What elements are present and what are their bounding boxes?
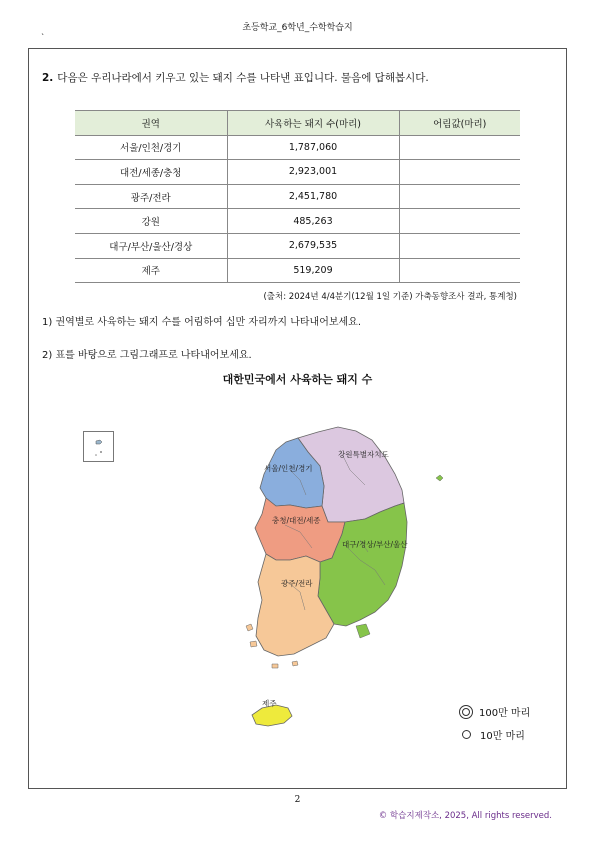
cell-region: 대전/세종/충청 xyxy=(75,160,227,185)
label-jeju: 제주 xyxy=(262,699,277,708)
source-note: (출처: 2024년 4/4분기(12월 1일 기준) 가축동향조사 결과, 통계청) xyxy=(263,292,517,302)
header-region: 권역 xyxy=(75,111,227,136)
label-gangwon: 강원특별자치도 xyxy=(338,450,389,459)
header-count: 사육하는 돼지 수(마리) xyxy=(227,111,399,136)
cell-region: 대구/부산/울산/경상 xyxy=(75,233,227,258)
copyright-notice: © 학습지제작소, 2025, All rights reserved. xyxy=(378,811,552,821)
header-mark: ` xyxy=(41,33,45,42)
question-number: 2. xyxy=(42,72,54,84)
legend-item-hundred-thousand xyxy=(459,727,525,742)
map-title: 대한민국에서 사육하는 돼지 수 xyxy=(222,373,373,386)
island-jeolla-4 xyxy=(292,661,298,666)
legend-item-million xyxy=(459,704,530,719)
label-jeolla: 광주/전라 xyxy=(281,579,313,588)
cell-region: 광주/전라 xyxy=(75,184,227,209)
header-estimate: 어림값(마리) xyxy=(399,111,520,136)
cell-count: 2,679,535 xyxy=(227,233,399,258)
sub-question-2: 2) 표를 바탕으로 그림그래프로 나타내어보세요. xyxy=(42,350,252,361)
legend-label: 10만 마리 xyxy=(480,731,525,742)
double-circle-icon xyxy=(459,705,473,719)
cell-region: 제주 xyxy=(75,258,227,283)
page-number: 2 xyxy=(294,795,301,805)
cell-count: 485,263 xyxy=(227,209,399,234)
eastern-islet xyxy=(436,475,443,481)
cell-count: 1,787,060 xyxy=(227,135,399,160)
circle-icon xyxy=(462,730,471,739)
island-jeolla-2 xyxy=(250,641,257,647)
cell-region: 강원 xyxy=(75,209,227,234)
island-jeolla-3 xyxy=(272,664,278,668)
question-text: 다음은 우리나라에서 키우고 있는 돼지 수를 나타낸 표입니다. 물음에 답해봅시다. xyxy=(57,72,429,84)
label-gyeongsang: 대구/경상/부산/울산 xyxy=(342,540,408,549)
cell-count: 519,209 xyxy=(227,258,399,283)
label-gyeonggi: 서울/인천/경기 xyxy=(264,464,313,473)
island-gyeongsang xyxy=(356,624,370,638)
header-title: 초등학교_6학년_수학학습지 xyxy=(242,23,353,33)
cell-region: 서울/인천/경기 xyxy=(75,135,227,160)
label-chungcheong: 충청/대전/세종 xyxy=(272,516,321,525)
sub-question-1: 1) 권역별로 사육하는 돼지 수를 어림하여 십만 자리까지 나타내어보세요. xyxy=(42,317,362,328)
cell-count: 2,451,780 xyxy=(227,184,399,209)
cell-count: 2,923,001 xyxy=(227,160,399,185)
island-jeolla-1 xyxy=(246,624,253,631)
legend-label: 100만 마리 xyxy=(479,708,531,719)
